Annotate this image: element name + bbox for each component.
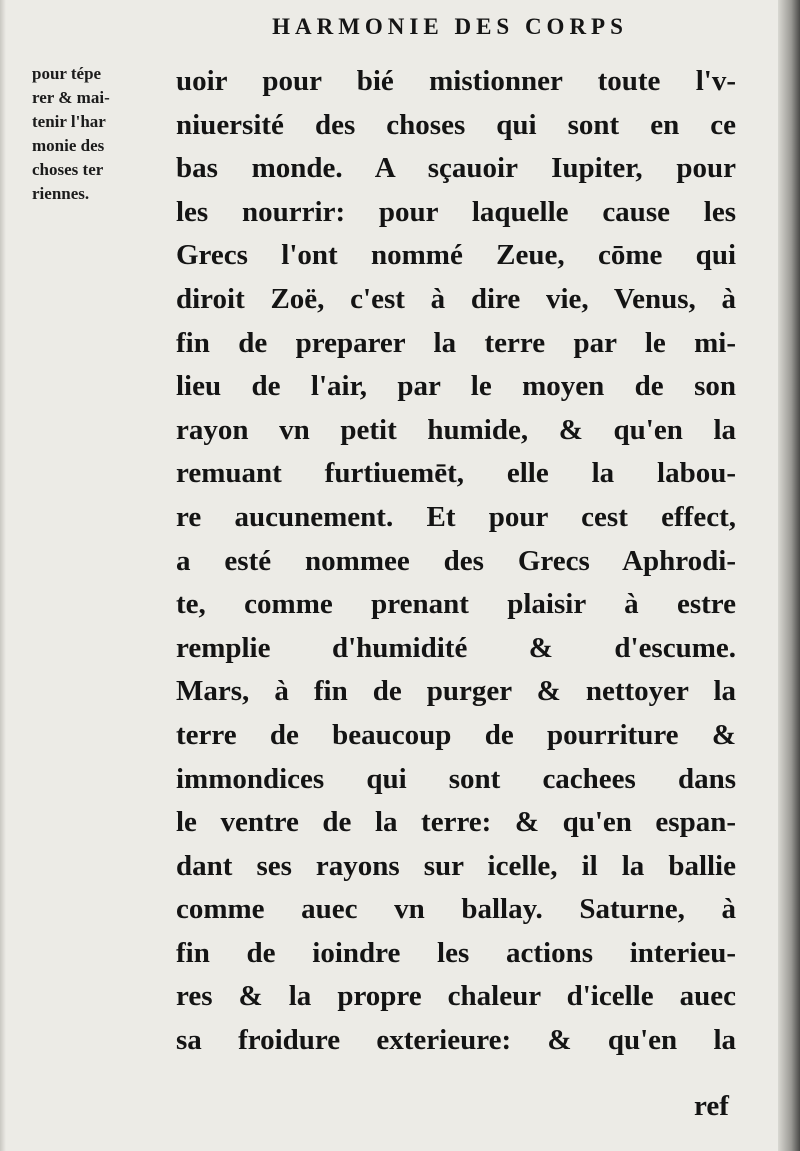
text-line: diroit Zoë, c'est à dire vie, Venus, à: [176, 282, 736, 315]
text-line: les nourrir: pour laquelle cause les: [176, 195, 736, 228]
text-line: dant ses rayons sur icelle, il la ballie: [176, 849, 736, 882]
text-line: remplie d'humidité & d'escume.: [176, 631, 736, 664]
text-line: rayon vn petit humide, & qu'en la: [176, 413, 736, 446]
text-line: remuant furtiuemēt, elle la labou-: [176, 457, 736, 490]
text-line: a esté nommee des Grecs Aphrodi-: [176, 544, 736, 577]
margin-note-line: riennes.: [32, 184, 90, 203]
margin-note-line: monie des: [32, 136, 105, 155]
text-line: bas monde. A sçauoir Iupiter, pour: [176, 152, 736, 185]
catchword: ref: [694, 1090, 729, 1122]
text-line: lieu de l'air, par le moyen de son: [176, 370, 736, 403]
margin-note-line: rer & mai-: [32, 88, 110, 107]
text-line: terre de beaucoup de pourriture &: [176, 718, 736, 751]
margin-note-line: pour tépe: [32, 64, 102, 83]
body-text: [176, 60, 736, 1063]
running-head: HARMONIE DES CORPS: [272, 14, 628, 39]
page-right-edge-shadow: [778, 0, 800, 1151]
text-line: immondices qui sont cachees dans: [176, 762, 736, 795]
text-line: comme auec vn ballay. Saturne, à: [176, 893, 736, 926]
margin-note-line: choses ter: [32, 160, 104, 179]
text-line: niuersité des choses qui sont en ce: [176, 108, 736, 141]
text-line: te, comme prenant plaisir à estre: [176, 588, 736, 621]
margin-note: [32, 62, 172, 206]
text-line: re aucunement. Et pour cest effect,: [176, 500, 736, 533]
text-line: res & la propre chaleur d'icelle auec: [176, 980, 736, 1013]
text-line: Grecs l'ont nommé Zeue, cōme qui: [176, 239, 736, 272]
text-line: le ventre de la terre: & qu'en espan-: [176, 806, 736, 839]
text-line: sa froidure exterieure: & qu'en la: [176, 1024, 736, 1057]
page-left-edge: [0, 0, 6, 1151]
text-line: uoir pour bié mistionner toute l'v-: [176, 65, 736, 97]
text-line: fin de preparer la terre par le mi-: [176, 326, 736, 359]
text-line: Mars, à fin de purger & nettoyer la: [176, 675, 736, 708]
margin-note-line: tenir l'har: [32, 112, 106, 131]
text-line: fin de ioindre les actions interieu-: [176, 936, 736, 969]
